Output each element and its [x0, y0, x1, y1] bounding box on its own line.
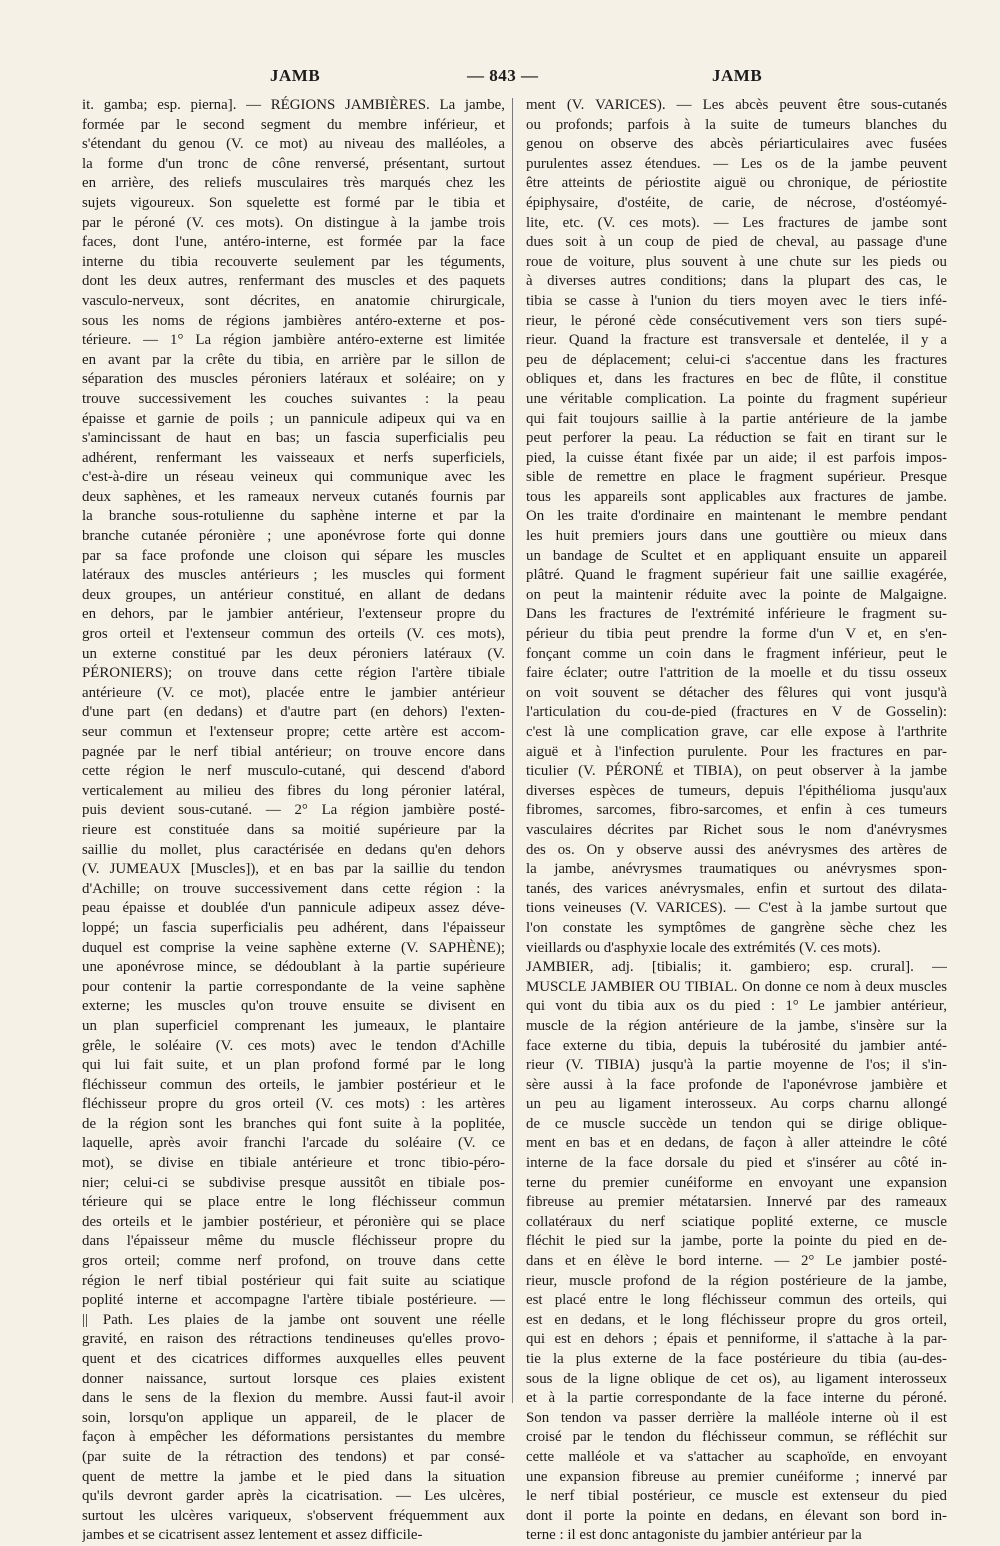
text-line: diverses espèces de tumeurs, depuis l'épithélioma jusqu'aux: [526, 782, 947, 799]
text-line: On les traite d'ordinaire en maintenant le membre pendant: [526, 508, 947, 525]
text-line: c'est-à-dire un réseau veineux qui communique avec les: [82, 469, 505, 486]
text-line: dans et en élève le bord interne. — 2° Le jambier posté-: [526, 1253, 947, 1270]
text-line: ticulier (V. PÉRONÉ et TIBIA), on peut observer à la jambe: [526, 763, 947, 780]
text-line: région le nerf tibial postérieur qui fait suite au sciatique: [82, 1272, 505, 1289]
text-line: fibreuse au premier métatarsien. Innervé par des rameaux: [526, 1194, 947, 1211]
text-line: gros orteil et l'extenseur commun des orteils (V. ces mots),: [82, 626, 505, 643]
right-column: [526, 96, 947, 1546]
text-line: soin, lorsqu'on applique un appareil, de le placer de: [82, 1409, 505, 1426]
text-line: dans le sens de la flexion du membre. Aussi faut-il avoir: [82, 1390, 505, 1407]
text-line: dues soit à un coup de pied de cheval, au passage d'une: [526, 234, 947, 251]
text-line: vieillards ou d'asphyxie locale des extrémités (V. ces mots).: [526, 939, 881, 956]
text-line: par le péroné (V. ces mots). On distingue à la jambe trois: [82, 214, 505, 231]
text-line: gros orteil; comme nerf profond, on trouve dans cette: [82, 1253, 505, 1270]
text-line: dont les deux autres, renfermant des muscles et des paquets: [82, 273, 505, 290]
text-line: un externe constitué par les deux péroniers latéraux (V.: [82, 645, 505, 662]
text-line: externe; les muscles qu'on trouve ensuite se divisent en: [82, 998, 505, 1015]
text-line: sujets vigoureux. Son squelette est formé par le tibia et: [82, 194, 505, 211]
text-line: collatéraux du nerf sciatique poplité externe, ce muscle: [526, 1213, 947, 1230]
text-line: interne du tibia recouverte seulement par les téguments,: [82, 253, 505, 270]
text-line: en avant par la crête du tibia, en arrière par le sillon de: [82, 351, 505, 368]
text-line: façon à empêcher les déformations persistantes du membre: [82, 1429, 505, 1446]
text-line: dont il porte la pointe en dedans, en élevant son bord in-: [526, 1507, 947, 1524]
text-line: fléchisseur propre du gros orteil (V. ces mots) : les artères: [82, 1096, 505, 1113]
text-line: terne du premier cunéiforme en envoyant une expansion: [526, 1174, 947, 1191]
text-line: qui fait toujours saillie à la partie antérieure de la jambe: [526, 410, 947, 427]
text-line: verticalement au milieu des fibres du long péronier latéral,: [82, 782, 505, 799]
text-line: pied, la cuisse étant fixée par un aide; il est parfois impos-: [526, 449, 947, 466]
text-line: rieur, muscle profond de la région postérieure de la jambe,: [526, 1272, 947, 1289]
text-line: l'articulation du cou-de-pied (fractures en V de Gosselin):: [526, 704, 947, 721]
text-line: tanés, des varices anévrysmales, enfin et surtout des dilata-: [526, 880, 947, 897]
text-line: PÉRONIERS); on trouve dans cette région l'artère tibiale: [82, 665, 505, 682]
text-line: rieur. Quand la fracture est transversale et dentelée, il y a: [526, 332, 947, 349]
text-line: une aponévrose mince, se dédoublant à la partie supérieure: [82, 959, 505, 976]
text-line: obliques et, dans les fractures en bec de flûte, il constitue: [526, 371, 947, 388]
text-line: fonçant comme un coin dans le fragment inférieur, peut le: [526, 645, 947, 662]
text-line: nier; celui-ci se subdivise presque aussitôt en tibiale pos-: [82, 1174, 505, 1191]
column-divider: [512, 98, 513, 1403]
text-line: tibia se casse à l'union du tiers moyen avec le tiers infé-: [526, 292, 947, 309]
text-line: l'on constate les symptômes de gangrène sèche chez les: [526, 919, 947, 936]
text-line: || Path. Les plaies de la jambe ont souvent une réelle: [82, 1311, 505, 1328]
text-line: faire éclater; outre l'attrition de la moelle et du tissu osseux: [526, 665, 947, 682]
text-line: deux groupes, un antérieur constitué, en allant de dedans: [82, 586, 505, 603]
text-line: d'Achille; on trouve successivement dans cette région : la: [82, 880, 505, 897]
text-line: purulentes assez étendues. — Les os de la jambe peuvent: [526, 155, 947, 172]
text-line: peut perforer la peau. La réduction se fait en tirant sur le: [526, 430, 947, 447]
text-line: des orteils et le jambier postérieur, et péronière qui se place: [82, 1213, 505, 1230]
text-line: JAMBIER, adj. [tibialis; it. gambiero; esp. crural]. —: [526, 959, 947, 976]
text-line: ment en bas et en dedans, de façon à aller atteindre le côté: [526, 1135, 947, 1152]
text-line: séparation des muscles péroniers latéraux et soléaire; on y: [82, 371, 505, 388]
text-line: la branche sous-rotulienne du saphène interne et par la: [82, 508, 505, 525]
text-line: lite, etc. (V. ces mots). — Les fractures de jambe sont: [526, 214, 947, 231]
text-line: Dans les fractures de l'extrémité inférieure le fragment su-: [526, 606, 947, 623]
text-line: plâtré. Quand le fragment supérieur fait une saillie exagérée,: [526, 567, 947, 584]
text-line: ment (V. VARICES). — Les abcès peuvent être sous-cutanés: [526, 97, 947, 113]
text-line: térieure qui se place entre le long fléchisseur commun: [82, 1194, 505, 1211]
text-line: épiphysaire, d'ostéite, de carie, de nécrose, d'ostéomyé-: [526, 194, 947, 211]
text-line: sère aussi à la face profonde de l'aponévrose jambière et: [526, 1076, 947, 1093]
text-line: vasculo-nerveux, sont décrites, en anatomie chirurgicale,: [82, 292, 505, 309]
text-line: it. gamba; esp. pierna]. — RÉGIONS JAMBIÈRES. La jambe,: [82, 97, 505, 113]
text-line: fléchit le pied sur la jambe, porte la pointe du pied en de-: [526, 1233, 947, 1250]
text-line: on voit souvent se détacher des fêlures qui vont jusqu'à: [526, 684, 947, 701]
text-line: sous de la ligne oblique de cet os), au ligament interosseux: [526, 1370, 947, 1387]
text-line: par sa face profonde une cloison qui sépare les muscles: [82, 547, 505, 564]
text-line: qu'ils devront garder après la cicatrisation. — Les ulcères,: [82, 1488, 505, 1505]
text-line: rieure est constituée dans sa moitié supérieure par la: [82, 821, 505, 838]
text-line: faces, dont l'une, antéro-interne, est formée par la face: [82, 234, 505, 251]
text-line: et à la partie correspondante de la face interne du péroné.: [526, 1390, 947, 1407]
text-line: une véritable complication. La pointe du fragment supérieur: [526, 390, 947, 407]
text-line: seur commun et l'extenseur propre; cette artère est accom-: [82, 724, 505, 740]
text-line: épaisse et garnie de poils ; un pannicule adipeux qui va en: [82, 410, 505, 427]
text-line: périeur du tibia peut prendre la forme d'un V et, en s'en-: [526, 626, 947, 643]
text-line: est en dedans, et le long fléchisseur propre du gros orteil,: [526, 1311, 947, 1328]
text-line: tous les appareils sont applicables aux fractures de jambe.: [526, 488, 947, 505]
text-line: la forme d'un tronc de cône renversé, présentant, surtout: [82, 155, 505, 172]
text-line: fibromes, sarcomes, fibro-sarcomes, et enfin à ces tumeurs: [526, 802, 947, 819]
text-line: sible de remettre en place le fragment supérieur. Presque: [526, 469, 947, 486]
text-line: poplité interne et accompagne l'artère tibiale postérieure. —: [82, 1292, 505, 1309]
text-line: muscle de la région antérieure de la jambe, s'insère sur la: [526, 1017, 947, 1034]
text-line: qui lui fait suite, et un plan profond formé par le long: [82, 1057, 505, 1074]
text-line: peau épaisse et doublée d'un pannicule adipeux assez déve-: [82, 900, 505, 917]
text-line: rieur, le péroné cède consécutivement vers son tiers supé-: [526, 312, 947, 329]
text-line: un bandage de Scultet et en appliquant ensuite un appareil: [526, 547, 947, 564]
text-line: de ce muscle succède un tendon qui se dirige oblique-: [526, 1115, 947, 1132]
text-line: mot), se divise en tibiale antérieure et tronc tibio-péro-: [82, 1155, 505, 1172]
text-line: le nerf tibial postérieur, ce muscle est extenseur du pied: [526, 1488, 947, 1505]
text-line: quent et des cicatrices difformes auxquelles elles peuvent: [82, 1351, 505, 1367]
text-line: fléchisseur commun des orteils, le jambier postérieur et le: [82, 1076, 505, 1093]
text-line: genou on observe des abcès périarticulaires avec fusées: [526, 136, 947, 153]
text-line: face externe du tibia, depuis la tubérosité du jambier anté-: [526, 1037, 947, 1054]
text-line: s'amincissant de haut en bas; un fascia superficialis peu: [82, 430, 505, 447]
text-line: quent de mettre la jambe et le pied dans la situation: [82, 1468, 505, 1485]
text-line: jambes et se cicatrisent assez lentement et assez difficile-: [82, 1527, 423, 1544]
text-line: pagnée par le nerf tibial antérieur; on trouve encore dans: [82, 743, 505, 760]
text-line: qui vont du tibia aux os du pied : 1° Le jambier antérieur,: [526, 998, 947, 1015]
text-line: donner naissance, surtout lorsque ces plaies existent: [82, 1370, 505, 1387]
text-line: saillie du mollet, plus caractérisée en dedans qu'en dehors: [82, 841, 505, 858]
text-line: loppé; un fascia superficialis peu adhérent, dans l'épaisseur: [82, 919, 505, 936]
text-line: antérieure (V. ce mot), placée entre le jambier antérieur: [82, 684, 505, 701]
text-line: peu de déplacement; celui-ci s'accentue dans les fractures: [526, 351, 947, 368]
text-line: sous les noms de régions jambières antéro-externe et pos-: [82, 312, 505, 329]
text-line: cette région le nerf musculo-cutané, qui descend d'abord: [82, 763, 505, 780]
text-line: en arrière, des reliefs musculaires très marqués chez les: [82, 175, 505, 192]
text-line: cette malléole et va s'attacher au scaphoïde, en envoyant: [526, 1448, 947, 1465]
text-line: s'étendant du genou (V. ce mot) au niveau des malléoles, a: [82, 136, 505, 153]
text-line: un peu au ligament interosseux. Au corps charnu allongé: [526, 1096, 947, 1113]
text-line: dans l'épaisseur même du muscle fléchisseur propre du: [82, 1233, 505, 1250]
text-line: tions veineuses (V. VARICES). — C'est à la jambe surtout que: [526, 900, 947, 917]
text-line: duquel est comprise la veine saphène externe (V. SAPHÈNE);: [82, 939, 505, 956]
text-line: puis devient sous-cutané. — 2° La région jambière posté-: [82, 802, 505, 819]
text-line: aiguë et à l'infection purulente. Pour les fractures en par-: [526, 743, 947, 760]
text-line: branche cutanée péronière ; une aponévrose forte qui donne: [82, 528, 505, 545]
text-line: trouve successivement les couches suivantes : la peau: [82, 390, 505, 407]
text-line: (par suite de la rétraction des tendons) et par consé-: [82, 1448, 505, 1465]
text-line: de la région sont les branches qui font suite à la poplitée,: [82, 1115, 505, 1132]
text-line: rieur (V. TIBIA) jusqu'à la partie moyenne de l'os; il s'in-: [526, 1057, 947, 1074]
text-line: Son tendon va passer derrière la malléole interne où il est: [526, 1409, 947, 1426]
text-line: la jambe, anévrysmes traumatiques ou anévrysmes spon-: [526, 861, 947, 878]
text-line: terne : il est donc antagoniste du jambier antérieur par la: [526, 1527, 862, 1544]
text-line: roue de voiture, plus souvent à une chute sur les pieds ou: [526, 253, 947, 270]
left-column: [82, 96, 505, 1546]
text-line: qui est en dehors ; épais et penniforme, il s'attache à la par-: [526, 1331, 947, 1348]
text-line: gravité, en raison des rétractions tendineuses qu'elles provo-: [82, 1331, 505, 1348]
text-line: les huit premiers jours dans une gouttière ou mieux dans: [526, 528, 947, 545]
text-line: grêle, le soléaire (V. ces mots) avec le tendon d'Achille: [82, 1037, 505, 1054]
text-line: formée par le second segment du membre inférieur, et: [82, 116, 505, 133]
text-line: croisé par le tendon du fléchisseur commun, se réfléchit sur: [526, 1429, 947, 1446]
text-line: est placé entre le long fléchisseur commun des orteils, qui: [526, 1292, 947, 1309]
text-line: être atteints de périostite aiguë ou chronique, de périostite: [526, 175, 947, 192]
text-line: à diverses autres conditions; dans la plupart des cas, le: [526, 273, 947, 290]
text-line: deux saphènes, et les rameaux nerveux cutanés fournis par: [82, 488, 505, 505]
text-line: pour contenir la partie correspondante de la veine saphène: [82, 978, 505, 995]
page-number: — 843 —: [467, 66, 539, 85]
text-line: latéraux des muscles antérieurs ; les muscles qui forment: [82, 567, 505, 584]
text-line: laquelle, après avoir franchi l'arcade du soléaire (V. ce: [82, 1135, 505, 1152]
text-line: surtout les ulcères variqueux, s'observent fréquemment aux: [82, 1507, 505, 1524]
text-line: une expansion fibreuse au premier cunéiforme ; innervé par: [526, 1468, 947, 1485]
text-line: (V. JUMEAUX [Muscles]), et en bas par la saillie du tendon: [82, 861, 505, 878]
text-line: térieure. — 1° La région jambière antéro-externe est limitée: [82, 332, 505, 349]
text-line: adhérent, renfermant les vaisseaux et nerfs superficiels,: [82, 449, 505, 466]
text-line: en dehors, par le jambier antérieur, l'extenseur propre du: [82, 606, 505, 623]
running-head-right: JAMB: [712, 66, 763, 85]
text-line: interne de la face dorsale du pied et s'insérer au côté in-: [526, 1155, 947, 1172]
text-line: MUSCLE JAMBIER OU TIBIAL. On donne ce nom à deux muscles: [526, 978, 947, 995]
running-head-left: JAMB: [270, 66, 321, 85]
text-line: c'est là une complication grave, car elle expose à l'arthrite: [526, 724, 947, 740]
text-line: tie la plus externe de la face postérieure du tibia (au-des-: [526, 1351, 947, 1367]
text-line: un plan superficiel comprenant les jumeaux, le plantaire: [82, 1017, 505, 1034]
text-line: des os. On y observe aussi des anévrysmes des artères de: [526, 841, 947, 858]
text-line: d'une part (en dedans) et d'autre part (en dehors) l'exten-: [82, 704, 505, 721]
text-line: vasculaires décrites par Richet sous le nom d'anévrysmes: [526, 821, 947, 838]
text-line: ou profonds; parfois à la suite de tumeurs blanches du: [526, 116, 947, 133]
text-line: on peut la maintenir réduite avec la pointe de Malgaigne.: [526, 586, 947, 603]
